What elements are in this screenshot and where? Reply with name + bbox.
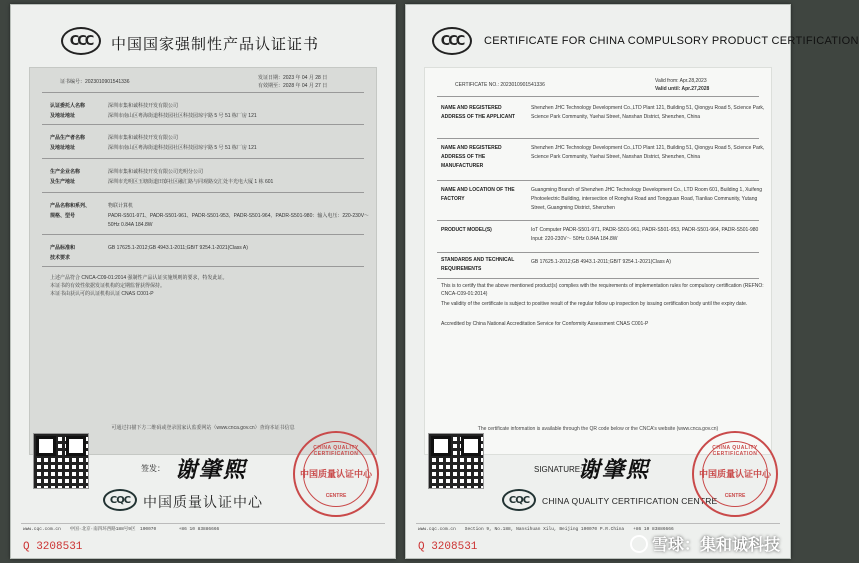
field-label: NAME AND REGISTERED ADDRESS OF THE MANUFACTURER bbox=[441, 145, 502, 169]
issuing-body-name: CHINA QUALITY CERTIFICATION CENTRE bbox=[542, 496, 718, 506]
certificate-title: CERTIFICATE FOR CHINA COMPULSORY PRODUCT CERTIFICATION bbox=[484, 35, 859, 47]
field-value: 深圳市集和诚科技开发有限公司光明分公司 bbox=[108, 169, 204, 175]
signature-label: 签发： bbox=[141, 464, 165, 473]
certificate-header bbox=[406, 21, 859, 61]
field-value: 深圳市集和诚科技开发有限公司 bbox=[108, 103, 179, 109]
field-value: 物联计算机 bbox=[108, 203, 134, 209]
field-label: 及地址地址 bbox=[50, 145, 76, 151]
watermark-text: 雪球：集和诚科技 bbox=[651, 537, 780, 554]
official-seal bbox=[692, 431, 778, 517]
divider bbox=[416, 523, 780, 524]
certificate-title: 中国国家强制性产品认证证书 bbox=[111, 36, 320, 53]
serial-number: Q 3208531 bbox=[418, 541, 478, 553]
seal-top-text: CHINA QUALITY CERTIFICATION bbox=[313, 445, 359, 457]
field-value: 深圳市集和诚科技开发有限公司 bbox=[108, 135, 179, 141]
cqc-logo: CQC bbox=[103, 489, 137, 511]
website-note: The certificate information is available through the QR code below or the CNCA's website (www.cnca.gov.cn) bbox=[477, 426, 719, 432]
certificate-number: 证书编号：2023010901541336 bbox=[60, 79, 130, 85]
address-line: www.cqc.com.cn Section 9, No.188, Nansihuan Xilu, Beijing 100070 P.R.China +86 10 83886666 bbox=[418, 527, 674, 532]
field-label: 及地址地址 bbox=[50, 113, 76, 119]
field-label: STANDARDS AND TECHNICAL REQUIREMENTS bbox=[441, 257, 515, 272]
serial-number: Q 3208531 bbox=[23, 541, 83, 553]
snowball-logo-icon bbox=[630, 535, 648, 553]
divider bbox=[42, 192, 364, 193]
official-seal bbox=[293, 431, 379, 517]
source-watermark bbox=[630, 532, 780, 555]
certificate-header bbox=[11, 21, 395, 61]
divider bbox=[437, 220, 759, 221]
footnote: 上述产品符合 CNCA-C09-01:2014 强制性产品认证实施规则的要求，特发此证。 bbox=[50, 275, 228, 281]
field-label: PRODUCT MODEL(S) bbox=[441, 227, 492, 233]
seal-bottom-text: CENTRE bbox=[724, 493, 746, 499]
divider bbox=[42, 234, 364, 235]
footnote: Accredited by China National Accreditation Service for Conformity Assessment CNAS C001-P bbox=[441, 321, 649, 327]
valid-until: 有效期至：2028 年 04 月 27 日 bbox=[258, 83, 328, 89]
seal-bottom-text: CENTRE bbox=[325, 493, 347, 499]
seal-top-text: CHINA QUALITY CERTIFICATION bbox=[712, 445, 758, 457]
certificate-number: CERTIFICATE NO.: 2023010901541336 bbox=[455, 82, 545, 88]
field-value: 深圳市光明区玉塘街道田寮社区融汇路与同观路交汇处丰光电大厦 1 栋 601 bbox=[108, 179, 274, 185]
seal-center-text: 中国质量认证中心 bbox=[299, 469, 372, 479]
signature-label: SIGNATURE: bbox=[534, 465, 583, 474]
field-value: Shenzhen JHC Technology Development Co.,LTD Plant 121, Building 51, Qiongyu Road 5, Science Park, Science Park Community, Yuehai Street, Nanshan District, Shenzhen, China bbox=[531, 145, 765, 160]
field-value: Guangming Branch of Shenzhen JHC Technology Development Co., LTD Room 601, Building 1, Xuifeng Photoelectric Building, intersection of Ronghui Road and Tongguan Road, Tianliao Community, Yutang Street, Guangming District, Shenzhen bbox=[531, 187, 763, 211]
field-label: 认证委托人名称 bbox=[50, 103, 86, 109]
footnote: 本证书由获认可的认证机构认证 CNAS C001-P bbox=[50, 291, 154, 297]
certificate-body bbox=[29, 67, 377, 455]
footnote: The validity of the certificate is subject to positive result of the regular follow up inspection by issuing certification body until the expiry date. bbox=[441, 301, 748, 307]
field-label: 技术要求 bbox=[50, 255, 71, 261]
valid-until: Valid until: Apr.27,2028 bbox=[655, 86, 710, 92]
divider bbox=[21, 523, 385, 524]
divider bbox=[437, 138, 759, 139]
footnote: 本证书的有效性依据发证机构的定期监督获得保持。 bbox=[50, 283, 166, 289]
field-value: IoT Computer PADR-S501-971, PADR-S501-961, PADR-S501-953, PADR-S501-964, PADR-S501-980 Input: 220-230V～ 50Hz 0.84A 184.8W bbox=[531, 227, 759, 242]
signature: 谢肇熙 bbox=[578, 457, 651, 483]
field-label: NAME AND REGISTERED ADDRESS OF THE APPLICANT bbox=[441, 105, 515, 120]
field-value: GB 17625.1-2012;GB 4943.1-2011;GB/T 9254.1-2021(Class A) bbox=[531, 259, 671, 265]
field-label: 产品标准和 bbox=[50, 245, 76, 251]
divider bbox=[42, 158, 364, 159]
website-note: 可通过扫描下方二维码或登录国家认监委网站（www.cnca.gov.cn）查询本证书信息 bbox=[111, 425, 295, 431]
signature: 谢肇熙 bbox=[175, 457, 248, 483]
issue-date: 发证日期：2023 年 04 月 28 日 bbox=[258, 75, 328, 81]
field-value: GB 17625.1-2012;GB 4943.1-2011;GB/T 9254.1-2021(Class A) bbox=[108, 245, 248, 251]
divider bbox=[42, 266, 364, 267]
field-label: 及生产地址 bbox=[50, 179, 76, 185]
divider bbox=[42, 124, 364, 125]
field-label: 产品名称和系列、 bbox=[50, 203, 91, 209]
cqc-logo: CQC bbox=[502, 489, 536, 511]
valid-from: Valid from: Apr.28,2023 bbox=[655, 78, 707, 84]
seal-center-text: 中国质量认证中心 bbox=[698, 469, 771, 479]
ccc-logo: CCC bbox=[432, 27, 472, 55]
qr-code[interactable] bbox=[33, 433, 89, 489]
field-label: NAME AND LOCATION OF THE FACTORY bbox=[441, 187, 515, 202]
certificate-body bbox=[424, 67, 772, 455]
divider bbox=[437, 252, 759, 253]
field-label: 产品生产者名称 bbox=[50, 135, 86, 141]
field-label: 生产企业名称 bbox=[50, 169, 81, 175]
field-value: Shenzhen JHC Technology Development Co.,LTD Plant 121, Building 51, Qiongyu Road 5, Science Park, Science Park Community, Yuehai Street, Nanshan District, Shenzhen, China bbox=[531, 105, 765, 120]
qr-code[interactable] bbox=[428, 433, 484, 489]
field-value: 深圳市南山区粤海街道科技园社区科技园琼宇路 5 号 51 栋厂房 121 bbox=[108, 113, 257, 119]
field-value: PADR-S501-971、PADR-S501-961、PADR-S501-953、PADR-S501-964、PADR-S501-980：输入电压：220-230V～ 50Hz 0.84A 184.8W bbox=[108, 213, 370, 228]
divider bbox=[42, 92, 364, 93]
divider bbox=[437, 278, 759, 279]
address-line: www.cqc.com.cn 中国·北京·南四环西路188号9区 100070 +86 10 83886666 bbox=[23, 527, 220, 532]
field-value: 深圳市南山区粤海街道科技园社区科技园琼宇路 5 号 51 栋厂房 121 bbox=[108, 145, 257, 151]
field-label: 规格、型号 bbox=[50, 213, 76, 219]
footnote: This is to certify that the above mentioned product(s) complies with the requirements of implementation rules for compulsory certification (REFNO: CNCA-C09-01:2014) bbox=[441, 283, 764, 297]
certificate-chinese bbox=[10, 4, 396, 559]
divider bbox=[437, 180, 759, 181]
divider bbox=[437, 96, 759, 97]
issuing-body-name: 中国质量认证中心 bbox=[143, 494, 263, 510]
certificate-english bbox=[405, 4, 859, 559]
ccc-logo: CCC bbox=[61, 27, 101, 55]
